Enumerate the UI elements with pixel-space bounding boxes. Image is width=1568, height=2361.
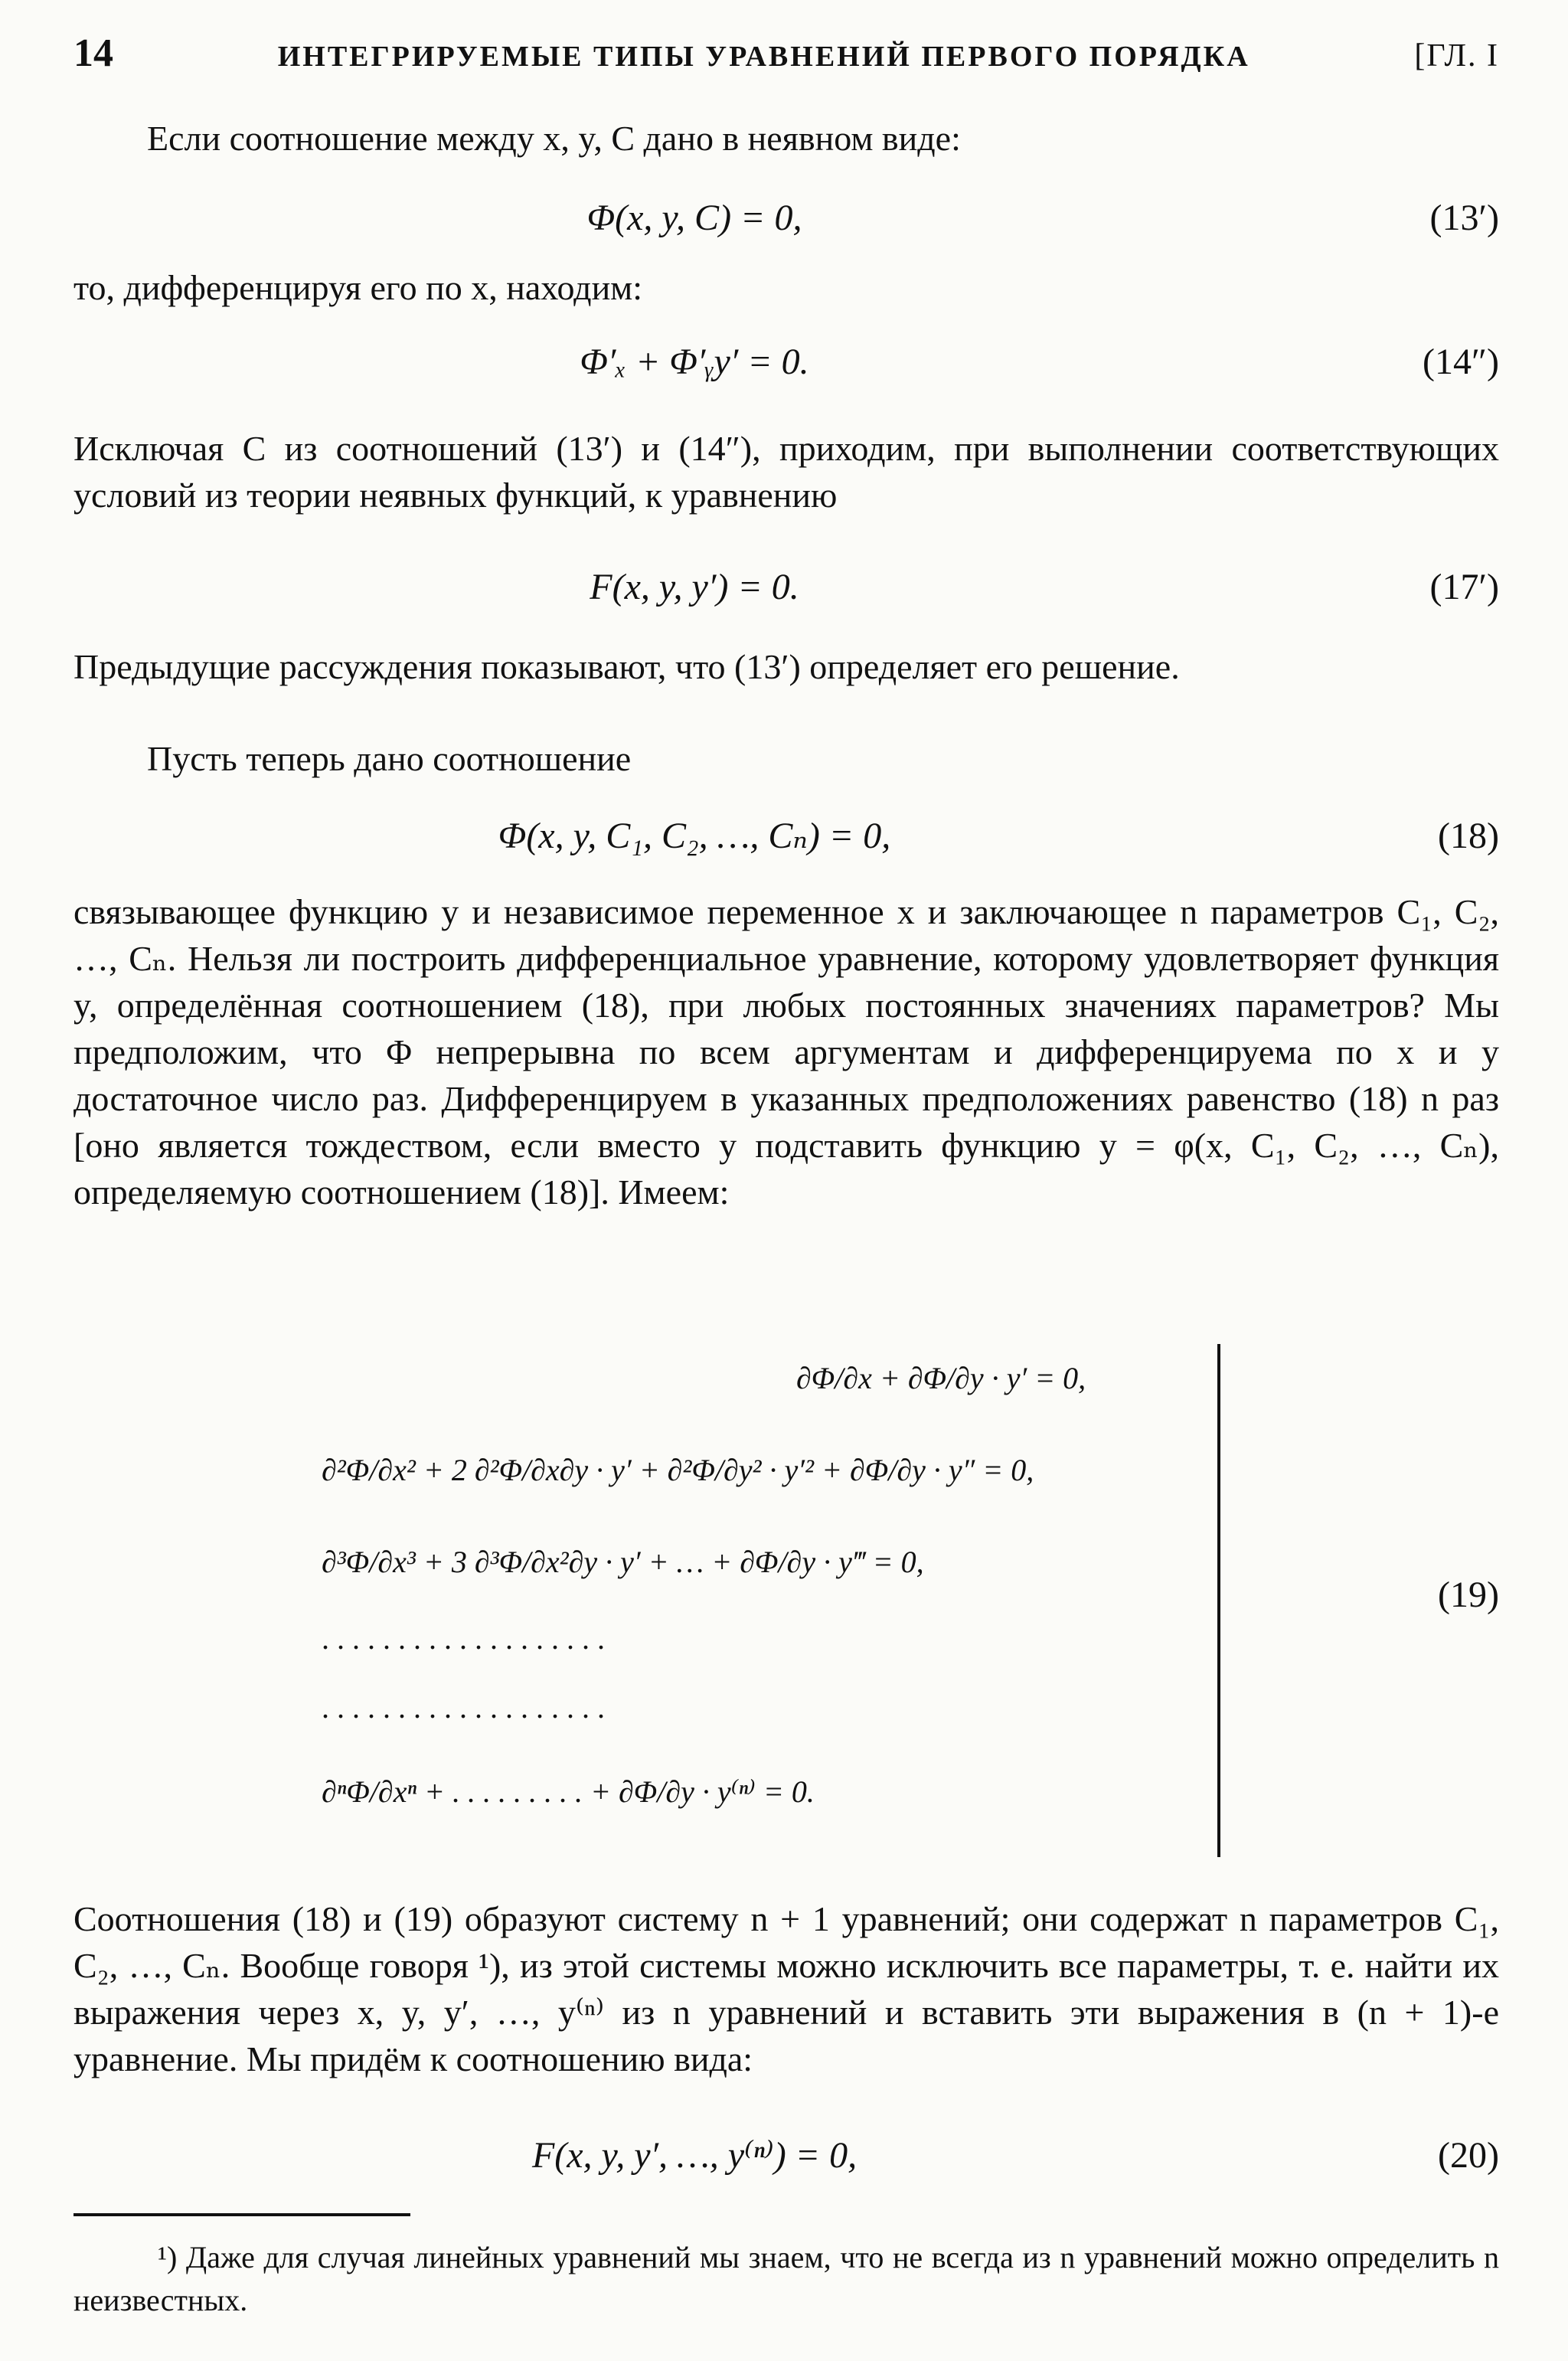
paragraph-5: Пусть теперь дано соотношение (147, 739, 632, 778)
formula-17-expr: F(x, y, y′) = 0. (590, 566, 799, 607)
formula-20-expr: F(x, y, y′, …, y⁽ⁿ⁾) = 0, (531, 2135, 858, 2176)
system-brace (1217, 1344, 1225, 1857)
system-row-3: ∂³Φ/∂x³ + 3 ∂³Φ/∂x²∂y · y′ + … + ∂Φ/∂y · y‴ = 0, (322, 1545, 924, 1579)
running-title: ИНТЕГРИРУЕМЫЕ ТИПЫ УРАВНЕНИЙ ПЕРВОГО ПОРЯДКА (277, 41, 1250, 73)
running-header (74, 31, 1499, 84)
page-number: 14 (74, 31, 113, 75)
system-row-dots-2: . . . . . . . . . . . . . . . . . . . (322, 1690, 605, 1725)
formula-20-label: (20) (1438, 2134, 1499, 2176)
formula-17-label: (17′) (1429, 566, 1499, 607)
formula-17 (74, 559, 1499, 614)
system-row-dots-1: . . . . . . . . . . . . . . . . . . . (322, 1621, 605, 1656)
paragraph-2: то, дифференцируя его по x, находим: (74, 268, 643, 307)
system-row-n: ∂ⁿΦ/∂xⁿ + . . . . . . . . . + ∂Φ/∂y · y⁽ⁿ⁾ = 0. (322, 1774, 815, 1809)
system-row-2: ∂²Φ/∂x² + 2 ∂²Φ/∂x∂y · y′ + ∂²Φ/∂y² · y′² + ∂Φ/∂y · y″ = 0, (322, 1453, 1034, 1487)
formula-13-label: (13′) (1429, 197, 1499, 238)
formula-14-expr: Φ′ₓ + Φ′ᵧy′ = 0. (580, 341, 809, 382)
chapter-marker: [ГЛ. I (1414, 38, 1499, 74)
paragraph-7: Соотношения (18) и (19) образуют систему n + 1 уравнений; они содержат n параметров C₁, C₂, …, Cₙ. Вообще говоря ¹), из этой системы можно исключить все параметры, т. е. найти их выражения через x, y, y′, …, y⁽ⁿ⁾ из n уравнений и вставить эти выражения в (n + 1)-е уравнение. Мы придём к соотношению вида: (74, 1899, 1499, 2078)
formula-13-expr: Φ(x, y, C) = 0, (586, 197, 802, 238)
paragraph-4: Предыдущие рассуждения показывают, что (13′) определяет его решение. (74, 647, 1180, 686)
system-19-label: (19) (1438, 1575, 1499, 1615)
formula-14-label: (14″) (1423, 341, 1499, 382)
formula-13 (74, 190, 1499, 245)
formula-14 (74, 334, 1499, 389)
formula-18-label: (18) (1438, 815, 1499, 856)
paragraph-3: Исключая C из соотношений (13′) и (14″), приходим, при выполнении соответствующих условий из теории неявных функций, к уравнению (74, 429, 1499, 515)
system-19 (322, 1333, 1187, 1861)
footnote: ¹) Даже для случая линейных уравнений мы знаем, что не всегда из n уравнений можно определить n неизвестных. (74, 2240, 1499, 2317)
paragraph-1: Если соотношение между x, y, C дано в неявном виде: (147, 119, 961, 158)
system-row-1: ∂Φ/∂x + ∂Φ/∂y · y′ = 0, (796, 1361, 1086, 1395)
paragraph-6: связывающее функцию y и независимое переменное x и заключающее n параметров C₁, C₂, …, Cₙ. Нельзя ли построить дифференциальное уравнение, которому удовлетворяет функция y, определённая соотношением (18), при любых постоянных значениях параметров? Мы предположим, что Φ непрерывна по всем аргументам и дифференцируема по x и y достаточное число раз. Дифференцируем в указанных предположениях равенство (18) n раз [оно является тождеством, если вместо y подставить функцию y = φ(x, C₁, C₂, …, Cₙ), определяемую соотношением (18)]. Имеем: (74, 892, 1499, 1212)
footnote-rule (74, 2213, 410, 2216)
formula-20 (74, 2127, 1499, 2183)
formula-18-expr: Φ(x, y, C₁, C₂, …, Cₙ) = 0, (498, 816, 891, 856)
formula-18 (74, 808, 1499, 863)
